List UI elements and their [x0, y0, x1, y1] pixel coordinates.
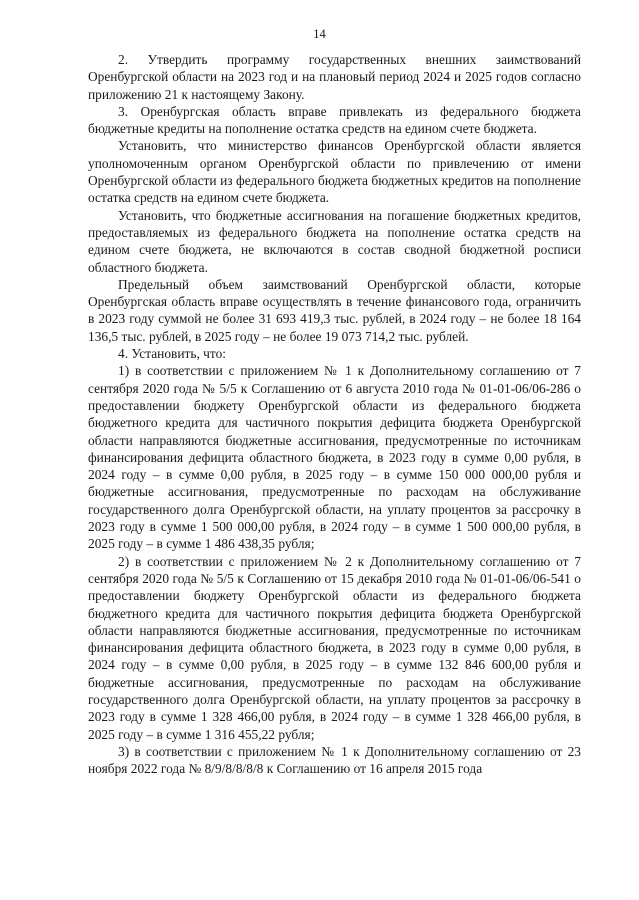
- list-item-1: 1) в соответствии с приложением № 1 к Дополнительному соглашению от 7 сентября 2020 года № 5/5 к Соглашению от 6 августа 2010 года № 01-01-06/06-286 о предоставлении бюджету Оренбургской области из федерального бюджета бюджетного кредита для частичного покрытия дефицита бюджета Оренбургской области направляются бюджетные ассигнования, предусмотренные по источникам финансирования дефицита областного бюджета, в 2023 году в сумме 0,00 рубля, в 2024 году – в сумме 0,00 рубля, в 2025 году – в сумме 150 000 000,00 рубля и бюджетные ассигнования, предусмотренные по расходам на обслуживание государственного долга Оренбургской области, на уплату процентов за рассрочку в 2023 году в сумме 1 500 000,00 рубля, в 2024 году – в сумме 1 500 000,00 рубля, в 2025 году – в сумме 1 486 438,35 рубля;: [88, 363, 581, 552]
- page-number: 14: [313, 27, 326, 41]
- paragraph-2-borrowing-program: 2. Утвердить программу государственных внешних заимствований Оренбургской области на 2023 год и на плановый период 2024 и 2025 годов согласно приложению 21 к настоящему Закону.: [88, 52, 581, 102]
- list-item-2: 2) в соответствии с приложением № 2 к Дополнительному соглашению от 7 сентября 2020 года № 5/5 к Соглашению от 15 декабря 2010 года № 01-01-06/06-541 о предоставлении бюджету Оренбургской области из федерального бюджета бюджетного кредита для частичного покрытия дефицита бюджета Оренбургской области направляются бюджетные ассигнования, предусмотренные по источникам финансирования дефицита областного бюджета, в 2023 году в сумме 0,00 рубля, в 2024 году – в сумме 0,00 рубля, в 2025 году – в сумме 132 846 600,00 рубля и бюджетные ассигнования, предусмотренные по расходам на обслуживание государственного долга Оренбургской области, на уплату процентов за рассрочку в 2023 году в сумме 1 328 466,00 рубля, в 2024 году – в сумме 1 328 466,00 рубля, в 2025 году – в сумме 1 316 455,22 рубля;: [88, 553, 581, 742]
- paragraph-3-budget-credits: 3. Оренбургская область вправе привлекать из федерального бюджета бюджетные кредиты на пополнение остатка средств на едином счете бюджета.: [88, 103, 581, 137]
- list-item-3: 3) в соответствии с приложением № 1 к Дополнительному соглашению от 23 ноября 2022 года № 8/9/8/8/8/8 к Соглашению от 16 апреля 2015 года: [88, 743, 581, 777]
- paragraph-borrowing-limit: Предельный объем заимствований Оренбургской области, которые Оренбургская область вправе осуществлять в течение финансового года, ограничить в 2023 году суммой не более 31 693 419,3 тыс. рублей, в 2024 году – не более 18 164 136,5 тыс. рублей, в 2025 году – не более 19 073 714,2 тыс. рублей.: [88, 276, 581, 344]
- paragraph-authorized-body: Установить, что министерство финансов Оренбургской области является уполномоченным органом Оренбургской области по привлечению от имени Оренбургской области из федерального бюджета бюджетных кредитов на пополнение остатка средств на едином счете бюджета.: [88, 138, 581, 206]
- paragraph-repayment-allocations: Установить, что бюджетные ассигнования на погашение бюджетных кредитов, предоставляемых из федерального бюджета на пополнение остатка средств на едином счете бюджета, не включаются в состав сводной бюджетной росписи областного бюджета.: [88, 207, 581, 275]
- paragraph-4-heading: 4. Установить, что:: [118, 346, 226, 362]
- document-body: [88, 51, 581, 777]
